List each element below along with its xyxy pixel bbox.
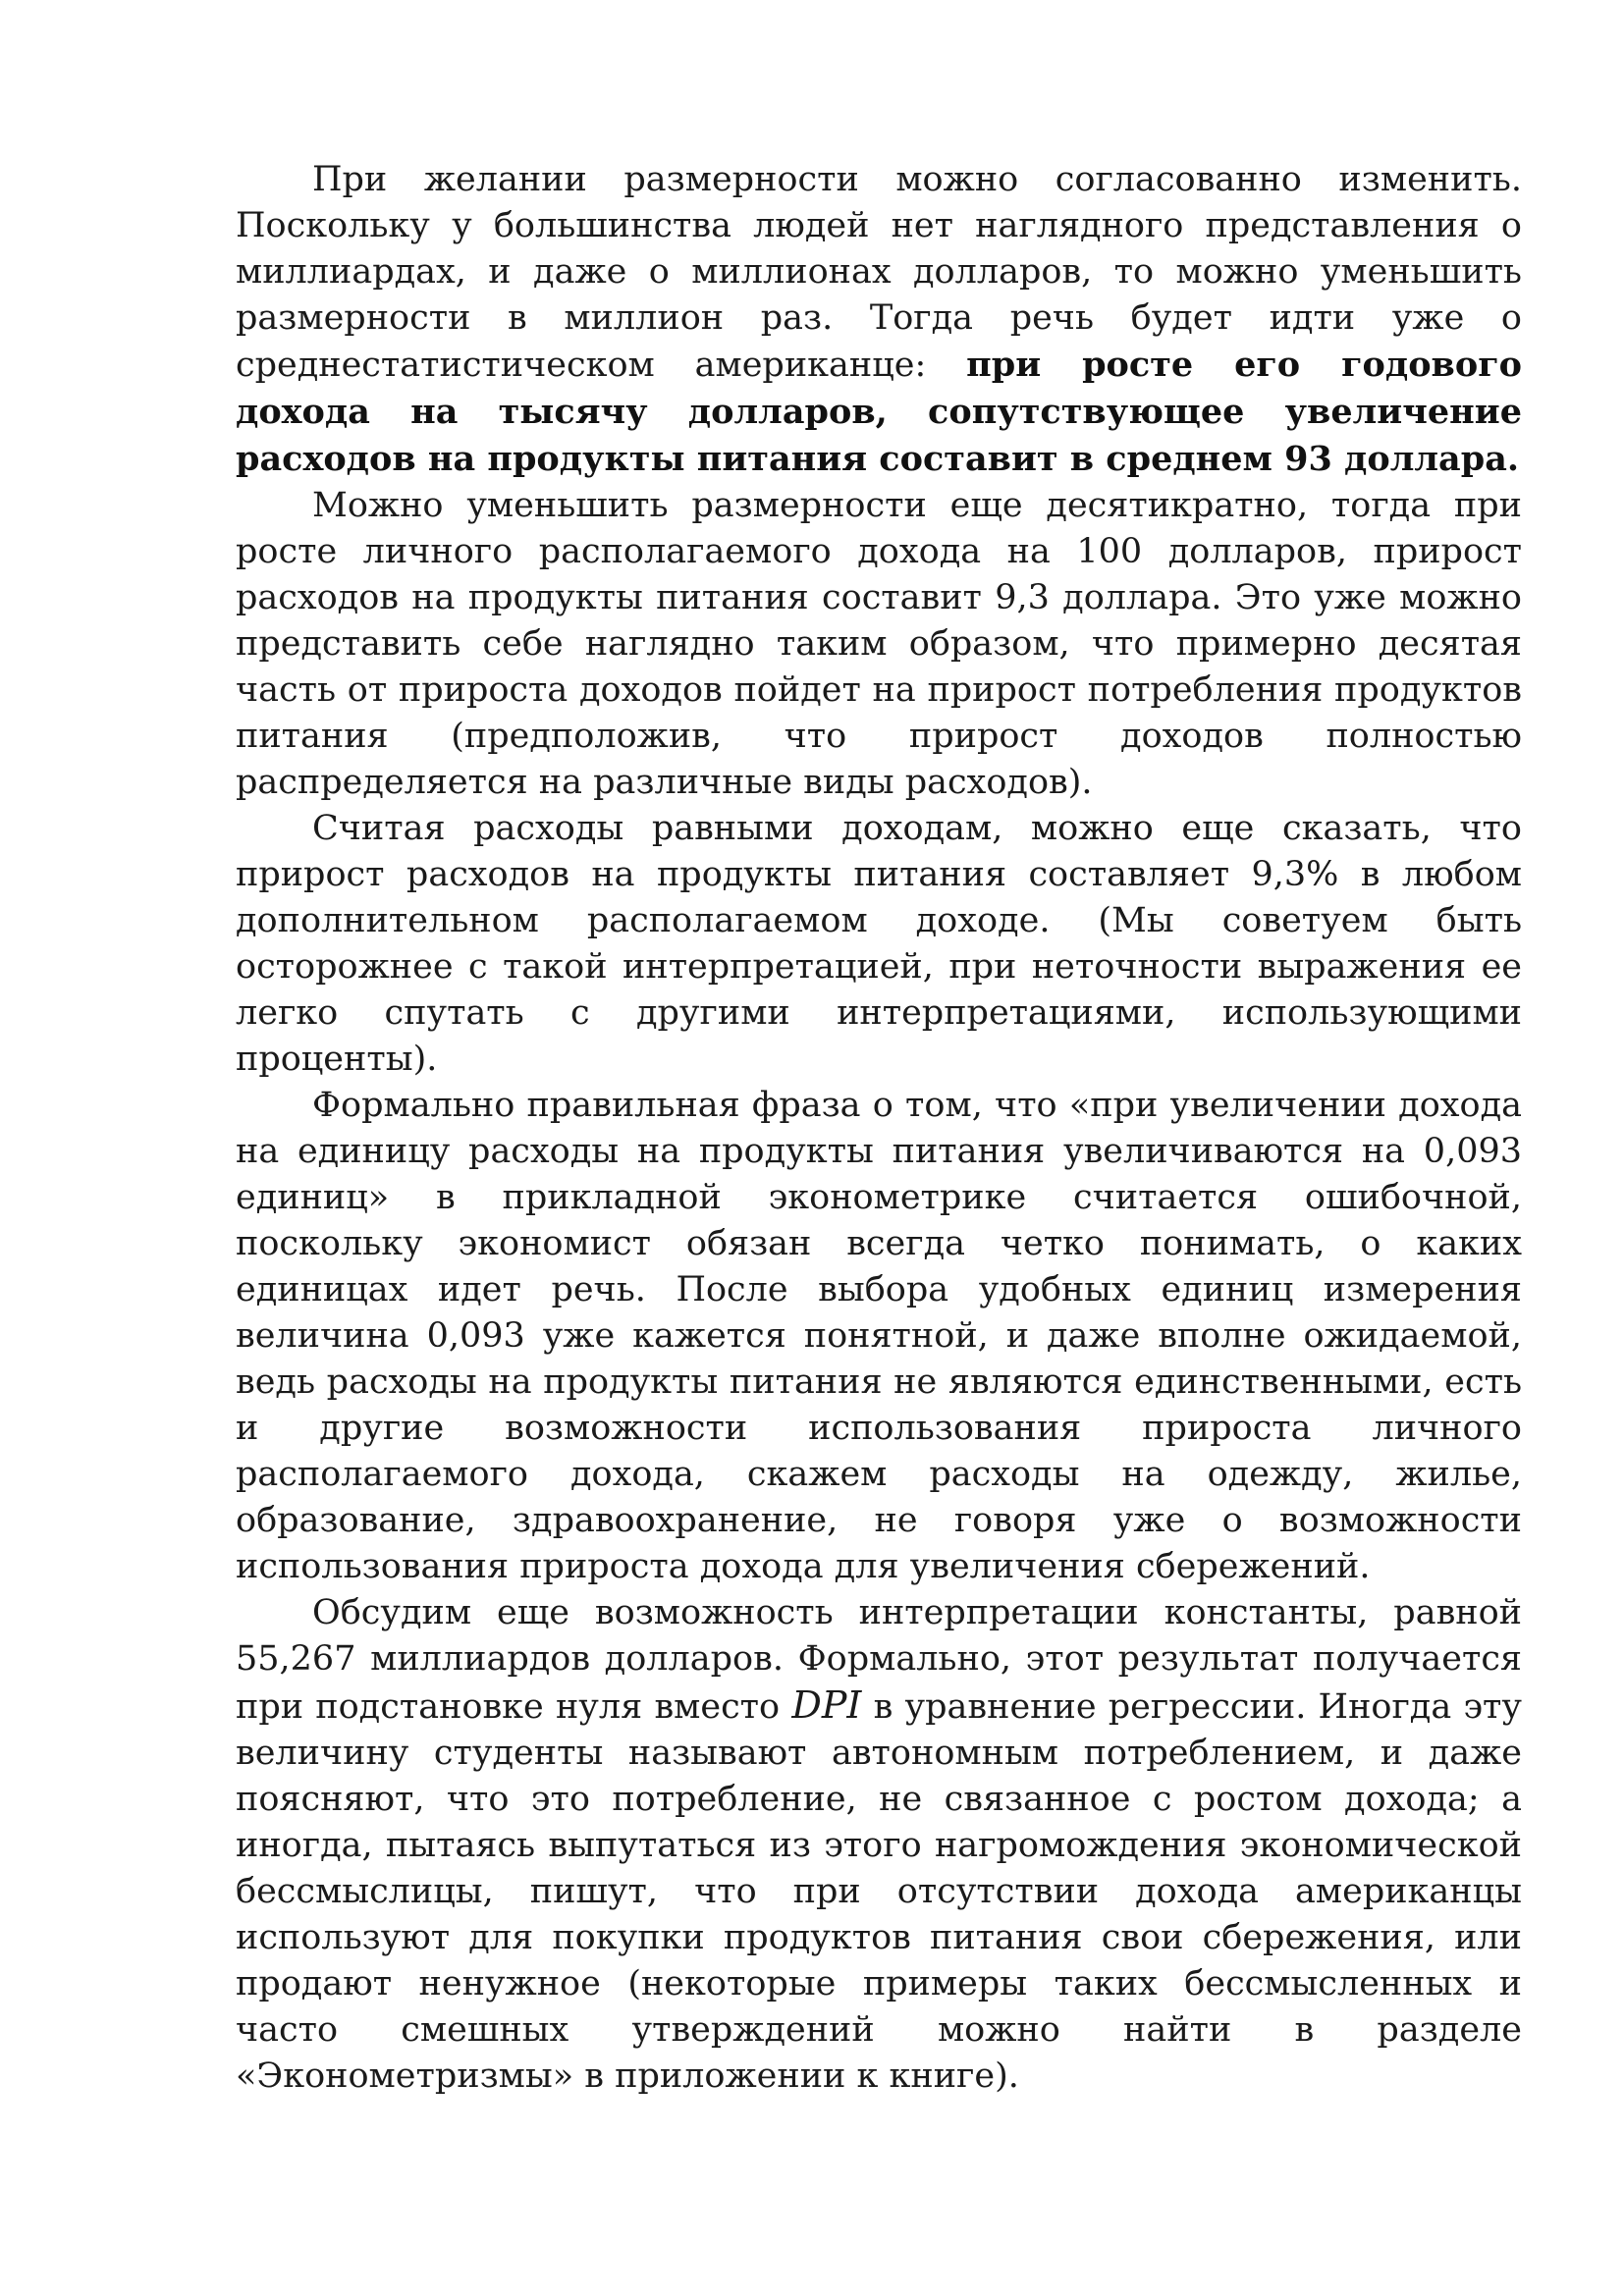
paragraph-dimensions — [236, 157, 1522, 483]
document-page — [236, 157, 1522, 2100]
dpi-variable: DPI — [791, 1683, 862, 1727]
paragraph-constant — [236, 1590, 1522, 2100]
paragraph-percent: Считая расходы равными доходам, можно еще сказать, что прирост расходов на продукты питания составляет 9,3% в любом дополнительном располагаемом доходе. (Мы советуем быть осторожнее с такой интерпретацией, при неточности выражения ее легко спутать с другими интерпретациями, использующими проценты). — [236, 809, 1522, 1079]
paragraph-text: При желании размерности можно согласованно изменить. Поскольку у большинства людей нет наглядного представления о миллиардах, и даже о миллионах долларов, то можно уменьшить размерности в миллион раз. Тогда речь будет идти уже о среднестатистическом американце: — [236, 160, 1522, 385]
paragraph-text: в уравнение регрессии. Иногда эту величину студенты называют автономным потреблением, и даже поясняют, что это потребление, не связанное с ростом дохода; а иногда, пытаясь выпутаться из этого нагромождения экономической бессмыслицы, пишут, что при отсутствии дохода американцы используют для покупки продуктов питания свои сбережения, или продают ненужное (некоторые примеры таких бессмысленных и часто смешных утверждений можно найти в разделе «Эконометризмы» в приложении к книге). — [236, 1687, 1523, 2096]
paragraph-tenfold: Можно уменьшить размерности еще десятикратно, тогда при росте личного располагаемого дохода на 100 долларов, прирост расходов на продукты питания составит 9,3 доллара. Это уже можно представить себе наглядно таким образом, что примерно десятая часть от прироста доходов пойдет на прирост потребления продуктов питания (предположив, что прирост доходов полностью распределяется на различные виды расходов). — [236, 486, 1522, 802]
paragraph-formal-phrase: Формально правильная фраза о том, что «при увеличении дохода на единицу расходы на продукты питания увеличиваются на 0,093 единиц» в прикладной эконометрике считается ошибочной, поскольку экономист обязан всегда четко понимать, о каких единицах идет речь. После выбора удобных единиц измерения величина 0,093 уже кажется понятной, и даже вполне ожидаемой, ведь расходы на продукты питания не являются единственными, есть и другие возможности использования прироста личного располагаемого дохода, скажем расходы на одежду, жилье, образование, здравоохранение, не говоря уже о возможности использования прироста дохода для увеличения сбережений. — [236, 1086, 1522, 1586]
bold-conclusion: при росте его годового дохода на тысячу долларов, сопутствующее увеличение расходов на продукты питания составит в среднем 93 доллара. — [236, 345, 1523, 479]
paragraph-text: Обсудим еще возможность интерпретации константы, равной 55,267 миллиардов долларов. Формально, этот результат получается при подстановке нуля вместо — [236, 1593, 1522, 1727]
